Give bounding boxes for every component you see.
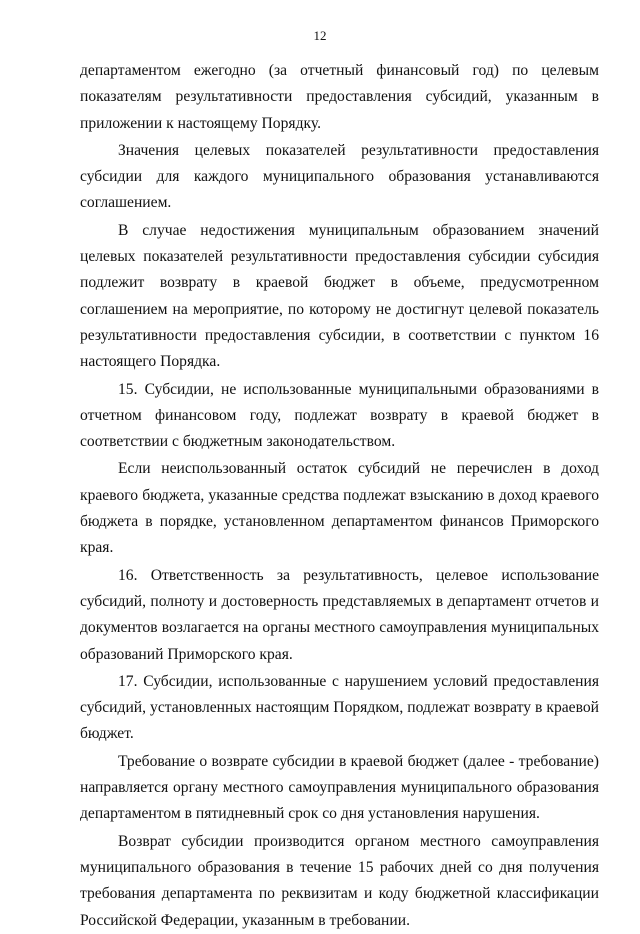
page-number: 12 xyxy=(313,28,327,43)
paragraph-unused-remainder: Если неиспользованный остаток субсидий не перечислен в доход краевого бюджета, указанные средства подлежат взысканию в доход краевого бюджета в порядке, установленном департаментом финансов Приморского края. xyxy=(80,460,599,557)
paragraph-return-requirement: Требование о возврате субсидии в краевой бюджет (далее - требование) направляется органу местного самоуправления муниципального образования департаментом в пятидневный срок со дня установления нарушения. xyxy=(80,752,599,823)
paragraph-item-15: 15. Субсидии, не использованные муниципальными образованиями в отчетном финансовом году, подлежат возврату в краевой бюджет в соответствии с бюджетным законодательством. xyxy=(80,380,599,451)
paragraph-non-achievement: В случае недостижения муниципальным образованием значений целевых показателей результативности предоставления субсидии субсидия подлежит возврату в краевой бюджет в объеме, предусмотренном соглашением на мероприятие, по которому не достигнут целевой показатель результативности предоставления субсидии, в соответствии с пунктом 16 настоящего Порядка. xyxy=(80,221,599,371)
paragraph-item-16: 16. Ответственность за результативность, целевое использование субсидий, полноту и достоверность представляемых в департамент отчетов и документов возлагается на органы местного самоуправления муниципальных образований Приморского края. xyxy=(80,566,599,663)
document-body xyxy=(80,58,599,934)
paragraph-continuation: департаментом ежегодно (за отчетный финансовый год) по целевым показателям результативности предоставления субсидий, указанным в приложении к настоящему Порядку. xyxy=(80,62,599,132)
paragraph-item-17: 17. Субсидии, использованные с нарушением условий предоставления субсидий, установленных настоящим Порядком, подлежат возврату в краевой бюджет. xyxy=(80,672,599,743)
paragraph-target-values: Значения целевых показателей результативности предоставления субсидии для каждого муниципального образования устанавливаются соглашением. xyxy=(80,141,599,212)
paragraph-return-procedure: Возврат субсидии производится органом местного самоуправления муниципального образования в течение 15 рабочих дней со дня получения требования департамента по реквизитам и коду бюджетной классификации Российской Федерации, указанным в требовании. xyxy=(80,832,599,929)
